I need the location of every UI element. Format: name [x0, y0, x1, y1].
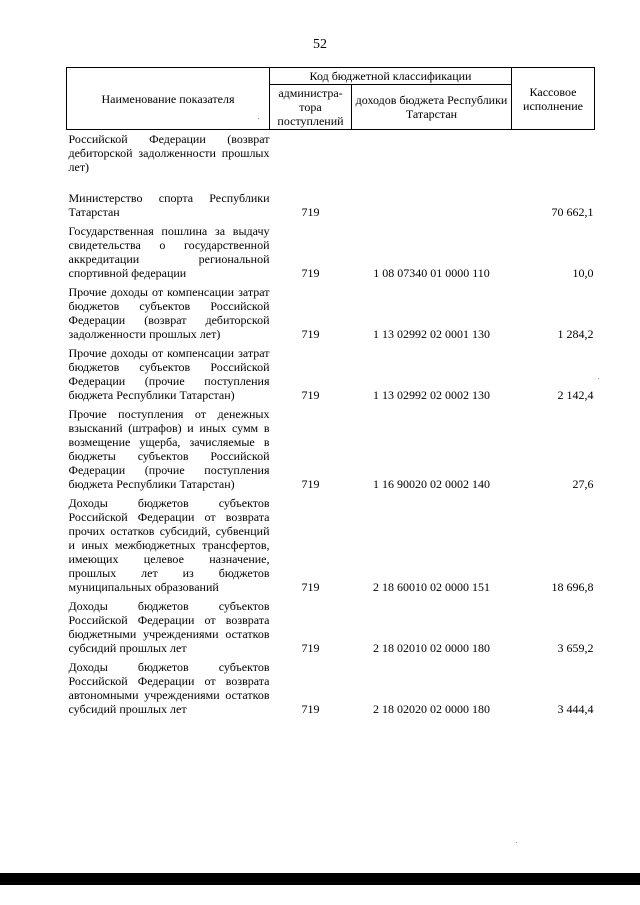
row-name: Министерство спорта Республики Татарстан [68, 191, 270, 219]
row-amount: 2 142,4 [557, 388, 594, 402]
table-row [67, 597, 595, 658]
table-row [67, 658, 595, 719]
row-name: Доходы бюджетов субъектов Российской Федерации от возврата бюджетными учреждениями остатков субсидий прошлых лет [68, 599, 270, 655]
row-admin-code: 719 [301, 641, 320, 655]
row-amount: 27,6 [572, 477, 594, 491]
row-revenue-code: 1 13 02992 02 0001 130 [373, 327, 490, 341]
row-admin-code: 719 [301, 580, 320, 594]
row-amount: 18 696,8 [551, 580, 594, 594]
row-amount: 1 284,2 [557, 327, 594, 341]
table-row [67, 283, 595, 344]
scan-speck [516, 842, 517, 843]
row-name: Прочие поступления от денежных взысканий (штрафов) и иных сумм в возмещение ущерба, зачисляемые в бюджеты субъектов Российской Федерации (прочие поступления бюджета Республики Татарстан) [68, 407, 270, 491]
row-name: Прочие доходы от компенсации затрат бюджетов субъектов Российской Федерации (прочие поступления бюджета Республики Татарстан) [68, 346, 270, 402]
page-number: 52 [313, 37, 327, 52]
table-row [67, 405, 595, 494]
row-amount: 70 662,1 [551, 205, 594, 219]
row-revenue-code [352, 177, 512, 222]
row-amount: 3 444,4 [557, 702, 594, 716]
row-admin-code: 719 [301, 388, 320, 402]
row-admin-code [270, 130, 352, 178]
row-admin-code: 719 [301, 702, 320, 716]
row-amount [512, 130, 595, 178]
row-name: Государственная пошлина за выдачу свидетельства о государственной аккредитации региональной спортивной федерации [68, 224, 270, 280]
row-revenue-code [352, 130, 512, 178]
header-administrator: администра-тора поступлений [270, 85, 352, 130]
row-amount: 10,0 [572, 266, 594, 280]
row-revenue-code: 2 18 60010 02 0000 151 [373, 580, 490, 594]
row-amount: 3 659,2 [557, 641, 594, 655]
budget-table [66, 67, 595, 719]
row-admin-code: 719 [301, 205, 320, 219]
row-admin-code: 719 [301, 477, 320, 491]
row-admin-code: 719 [301, 266, 320, 280]
row-name: Доходы бюджетов субъектов Российской Федерации от возврата прочих остатков субсидий, субвенций и иных межбюджетных трансфертов, имеющих целевое назначение, прошлых лет из бюджетов муниципальных образований [68, 496, 270, 594]
row-name: Российской Федерации (возврат дебиторской задолженности прошлых лет) [68, 132, 270, 174]
table-row [67, 130, 595, 178]
header-cash-execution: Кассовое исполнение [512, 68, 595, 130]
row-revenue-code: 1 16 90020 02 0002 140 [373, 477, 490, 491]
table-row [67, 494, 595, 597]
row-name: Доходы бюджетов субъектов Российской Федерации от возврата автономными учреждениями остатков субсидий прошлых лет [68, 660, 270, 716]
scan-speck [598, 378, 599, 379]
row-admin-code: 719 [301, 327, 320, 341]
row-revenue-code: 1 08 07340 01 0000 110 [373, 266, 490, 280]
table-row [67, 344, 595, 405]
header-name: Наименование показателя [67, 68, 270, 130]
row-name: Прочие доходы от компенсации затрат бюджетов субъектов Российской Федерации (возврат дебиторской задолженности прошлых лет) [68, 285, 270, 341]
header-revenue-code: доходов бюджета Республики Татарстан [352, 85, 512, 130]
row-revenue-code: 2 18 02010 02 0000 180 [373, 641, 490, 655]
row-revenue-code: 2 18 02020 02 0000 180 [373, 702, 490, 716]
table-row [67, 177, 595, 222]
row-revenue-code: 1 13 02992 02 0002 130 [373, 388, 490, 402]
scan-bottom-edge [0, 873, 640, 885]
scan-speck [258, 118, 259, 119]
table-row [67, 222, 595, 283]
header-classification-code: Код бюджетной классификации [270, 68, 512, 85]
